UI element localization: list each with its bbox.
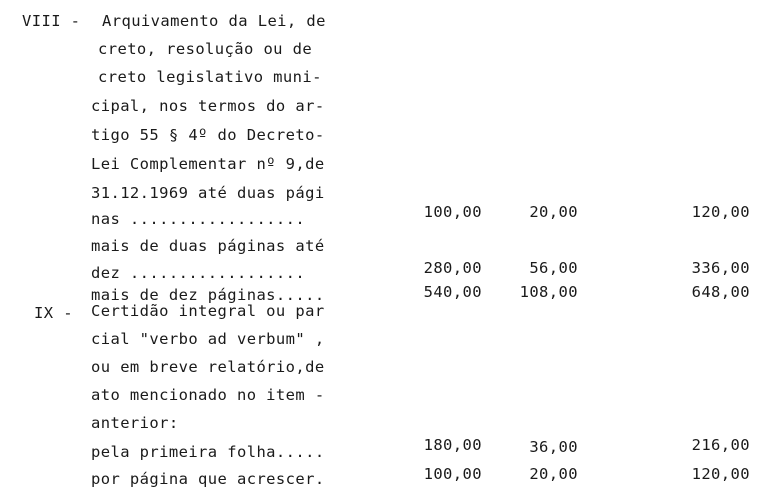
item-viii-line-4: cipal, nos termos do ar- (91, 97, 325, 115)
row-value-1: 180,00 (423, 436, 482, 454)
row-label: nas .................. (91, 210, 306, 228)
row-value-3: 216,00 (691, 436, 750, 454)
item-ix-line-3: ou em breve relatório,de (91, 358, 325, 376)
item-viii-line-7: 31.12.1969 até duas pági (91, 184, 325, 202)
row-value-1: 100,00 (423, 465, 482, 483)
item-viii-line-6: Lei Complementar nº 9,de (91, 155, 325, 173)
row-value-2: 56,00 (529, 259, 578, 277)
row-value-2: 20,00 (529, 465, 578, 483)
item-ix-line-5: anterior: (91, 414, 179, 432)
item-viii-line-2: creto, resolução ou de (98, 40, 313, 58)
row-label: por página que acrescer. (91, 470, 325, 488)
row-value-2: 108,00 (519, 283, 578, 301)
row-value-2: 20,00 (529, 203, 578, 221)
item-ix-line-4: ato mencionado no item - (91, 386, 325, 404)
item-ix-number: IX - (34, 304, 73, 322)
row-value-3: 120,00 (691, 465, 750, 483)
row-label: mais de dez páginas..... (91, 286, 325, 304)
item-viii-line-3: creto legislativo muni- (98, 68, 322, 86)
row-value-1: 540,00 (423, 283, 482, 301)
item-viii-line-1: Arquivamento da Lei, de (102, 12, 326, 30)
row-label: dez .................. (91, 264, 306, 282)
row-label-line-1: mais de duas páginas até (91, 237, 325, 255)
row-value-3: 648,00 (691, 283, 750, 301)
row-label: pela primeira folha..... (91, 443, 325, 461)
item-ix-line-1: Certidão integral ou par (91, 302, 325, 320)
row-value-1: 100,00 (423, 203, 482, 221)
row-value-1: 280,00 (423, 259, 482, 277)
item-viii-line-5: tigo 55 § 4º do Decreto- (91, 126, 325, 144)
item-ix-line-2: cial "verbo ad verbum" , (91, 330, 325, 348)
row-value-3: 336,00 (691, 259, 750, 277)
row-value-2: 36,00 (529, 438, 578, 456)
item-viii-number: VIII - (22, 12, 81, 30)
row-value-3: 120,00 (691, 203, 750, 221)
